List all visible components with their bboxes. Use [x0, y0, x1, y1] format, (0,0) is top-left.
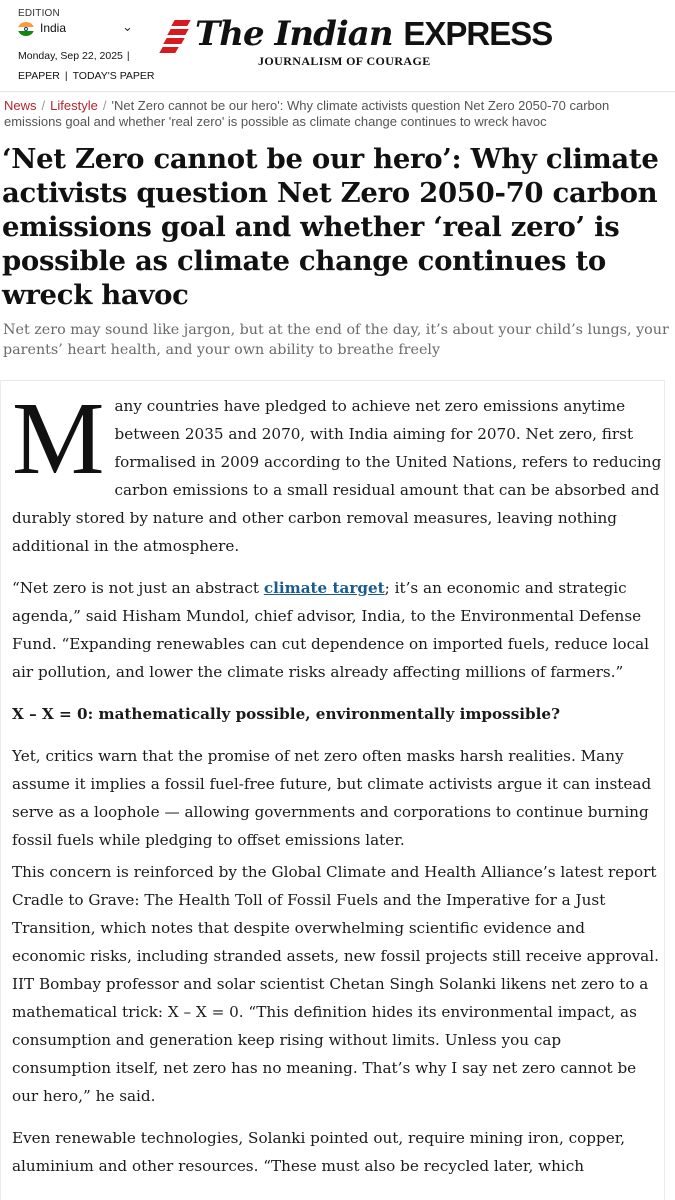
page-title: ‘Net Zero cannot be our hero’: Why climate activists question Net Zero 2050-70 carbon emissions goal and whether ‘real zero’ is possible as climate change continues to wreck havoc — [2, 143, 659, 311]
date-text: Monday, Sep 22, 2025 — [18, 50, 123, 62]
logo-express: EXPRESS — [403, 15, 553, 52]
site-header — [0, 0, 675, 92]
breadcrumb-news[interactable]: News — [4, 98, 37, 113]
logo-wordmark — [195, 14, 552, 54]
edition-label: EDITION — [18, 8, 60, 19]
current-date — [18, 50, 130, 62]
article-paragraph: Yet, critics warn that the promise of net zero often masks harsh realities. Many assume it implies a fossil fuel-free future, but climate activists argue it can instead serve as a loophole — allowing governments and corporations to continue burning fossil fuels while pledging to offset emissions later. — [12, 747, 652, 849]
chevron-down-icon[interactable]: ⌄ — [122, 19, 133, 34]
climate-target-link[interactable]: climate target — [263, 579, 385, 597]
edition-selector[interactable] — [18, 21, 138, 37]
paragraph-text: ; it’s an economic and strategic agenda,” said Hisham Mundol, chief advisor, India, to the Environmental Defense Fund. “Expanding renewables can cut dependence on imported fuels, reduce local air pollution, and lower the climate risks already affecting millions of farmers.” — [12, 579, 649, 681]
epaper-link[interactable]: EPAPER — [18, 70, 60, 82]
article-body — [12, 381, 662, 1180]
logo-the-indian: The Indian — [195, 14, 404, 54]
india-flag-icon — [18, 22, 34, 36]
article-synopsis: Net zero may sound like jargon, but at the end of the day, it’s about your child’s lungs, your parents’ heart health, and your own ability to breathe freely — [3, 322, 669, 358]
breadcrumb-current: 'Net Zero cannot be our hero': Why climate activists question Net Zero 2050-70 carbon emissions goal and whether 'real zero' is possible as climate change continues to wreck havoc — [4, 98, 610, 129]
paragraph-text: any countries have pledged to achieve net zero emissions anytime between 2035 and 2070, with India aiming for 2070. Net zero, first formalised in 2009 according to the United Nations, refers to reducing carbon emissions to a small residual amount that can be absorbed and durably stored by nature and other carbon removal measures, leaving nothing additional in the atmosphere. — [12, 397, 662, 555]
article-paragraph: This concern is reinforced by the Global Climate and Health Alliance’s latest report Cradle to Grave: The Health Toll of Fossil Fuels and the Imperative for a Just Transition, which notes that despite overwhelming scientific evidence and economic risks, including stranded assets, new fossil projects still receive approval. — [12, 863, 659, 965]
article-paragraph — [12, 381, 662, 560]
nav-separator: | — [64, 70, 68, 82]
breadcrumb-separator: / — [41, 98, 46, 113]
site-logo[interactable] — [163, 14, 553, 74]
article-paragraph: IIT Bombay professor and solar scientist Chetan Singh Solanki likens net zero to a mathematical trick: X – X = 0. “This definition hides its environmental impact, as consumption and generation keep rising without limits. Unless you cap consumption itself, net zero has no meaning. That’s why I say net zero cannot be our hero,” he said. — [12, 975, 649, 1105]
logo-mark-icon — [163, 20, 191, 54]
breadcrumb — [4, 98, 664, 130]
article-paragraph — [12, 574, 662, 686]
date-separator: | — [126, 50, 130, 62]
paper-nav — [18, 70, 155, 82]
edition-value: India — [40, 21, 67, 35]
todays-paper-link[interactable]: TODAY'S PAPER — [72, 70, 155, 82]
drop-cap: M — [12, 381, 105, 496]
paragraph-text: “Net zero is not just an abstract — [12, 579, 264, 597]
article-subheading: X – X = 0: mathematically possible, environmentally impossible? — [12, 705, 560, 723]
breadcrumb-lifestyle[interactable]: Lifestyle — [50, 98, 98, 113]
logo-tagline: JOURNALISM OF COURAGE — [258, 54, 431, 68]
divider — [0, 380, 1, 1200]
breadcrumb-separator: / — [102, 98, 107, 113]
divider — [664, 380, 665, 1200]
article-paragraph: Even renewable technologies, Solanki pointed out, require mining iron, copper, aluminium and other resources. “These must also be recycled later, which — [12, 1129, 626, 1175]
